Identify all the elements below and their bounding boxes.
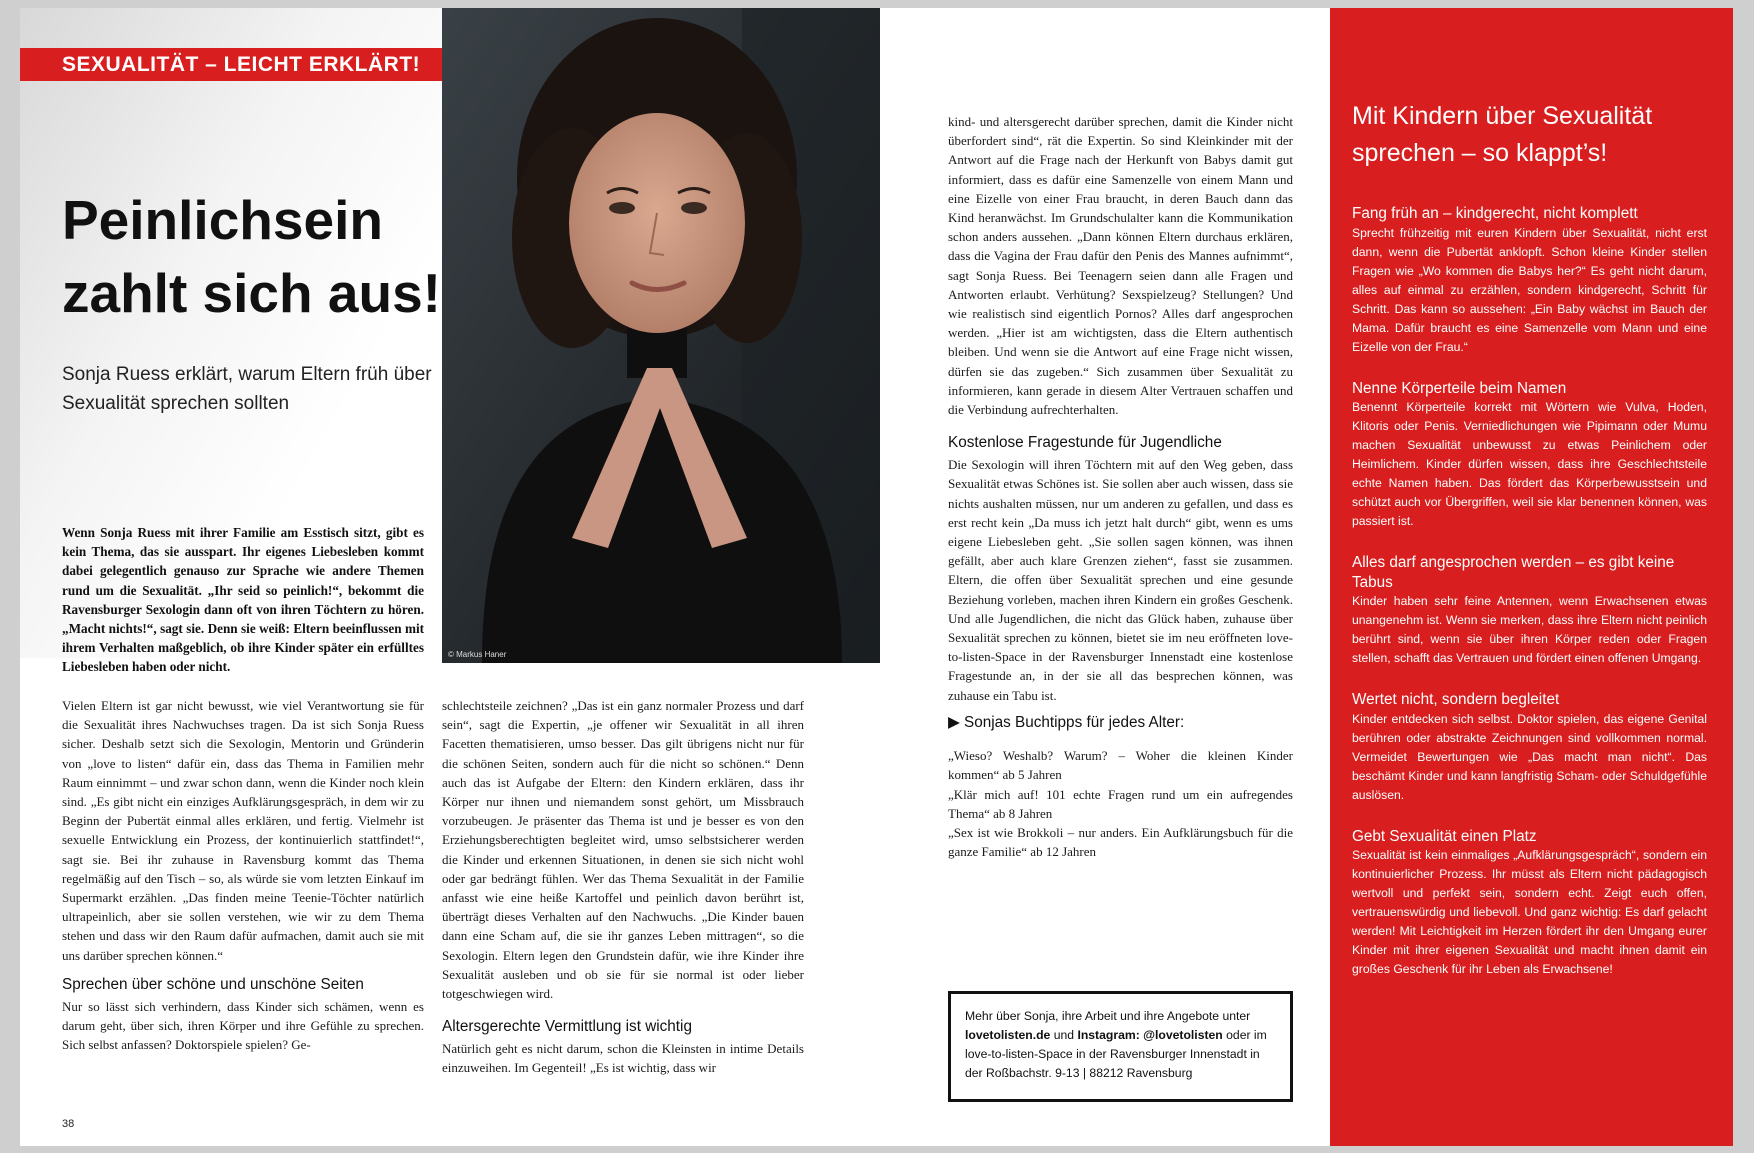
tip-item [1352,827,1707,980]
tip-item [1352,690,1707,805]
tip-text: Sexualität ist kein einmaliges „Aufklärungsgespräch“, sondern ein kontinuierlicher Prozess. Ihr müsst als Eltern nicht pädagogisch wertvoll und perfekt sein, sondern echt. Zeigt euch offen, vertrauenswürdig und liebevoll. Und ganz wichtig: Es darf gelacht werden! Mit Leichtigkeit im Herzen fördert ihr den Umgang eurer Kinder mit ihrer eigenen Sexualität und macht ihnen damit ein großes Geschenk für ihr Leben als Erwachsene! [1352,848,1707,976]
column-2-subheading: Altersgerechte Vermittlung ist wichtig [442,1018,692,1036]
tip-heading: Gebt Sexualität einen Platz [1352,827,1537,845]
column-1-subheading: Sprechen über schöne und unschöne Seiten [62,975,364,993]
tip-text: Benennt Körperteile korrekt mit Wörtern wie Vulva, Hoden, Klitoris oder Penis. Verniedlichungen wie Pipimann oder Mumu machen Sexualität unbewusst zu etwas Peinlichem oder Heimlichem. Kinder dürfen wissen, dass ihre Geschlechtsteile echte Namen haben. Das fördert das Körperbewusstsein und schützt auch vor Übergriffen, weil sie klar benennen können, was passiert ist. [1352,400,1707,528]
headline-line-1: Peinlichsein [62,189,383,251]
portrait-photo [442,8,880,663]
tip-heading: Fang früh an – kindgerecht, nicht komplett [1352,205,1638,222]
tip-item [1352,553,1707,668]
column-2-paragraph-1: schlechtsteile zeichnen? „Das ist ein ganz normaler Prozess und darf sein“, sagt die Expertin, „je offener wir Sexualität in all ihren Facetten thematisieren, umso besser. Das gilt übrigens nicht nur für die schönen Seiten, sondern auch für die nicht so schönen.“ Denn auch das ist Aufgabe der Eltern: den Kindern erklären, dass ihr Körper nur ihnen und niemandem sonst gehört, um Missbrauch vorzubeugen. Je präsenter das Thema ist und je besser es von den Erziehungsberechtigten begleitet wird, umso selbstsicherer werden die Kinder und erkennen Situationen, in denen sie sich nicht wohl oder gar bedrängt fühlen. Wer das Thema Sexualität in der Familie anfasst wie eine heiße Kartoffel und peinlich davon berührt ist, überträgt dieses Verhalten auf den Nachwuchs. „Die Kinder bauen dann eine Scham auf, die sie ihr ganzes Leben mittragen“, so die Sexologin. Eltern legen den Grundstein dafür, wie ihre Kinder ihre Sexualität ausleben und ob sie für sie normal ist oder lieber totgeschwiegen wird. [442,698,804,1002]
book-tip: „Klär mich auf! 101 echte Fragen rund um ein aufregendes Thema“ ab 8 Jahren [948,786,1293,821]
book-tips-heading: ▶ Sonjas Buchtipps für jedes Alter: [948,713,1185,731]
column-3-subheading: Kostenlose Fragestunde für Jugendliche [948,434,1222,452]
headline [62,184,462,330]
column-3-paragraph-1: kind- und altersgerecht darüber sprechen, damit die Kinder nicht überfordert sind“, rät die Expertin. So sind Kleinkinder mit der Antwort auf die Frage nach der Herkunft von Babys damit gut informiert, dass es dafür eine Samenzelle von einem Mann und eine Eizelle von einer Frau braucht, in deren Bauch dann das Kind heranwächst. Im Grundschulalter kann die Kommunikation schon anders aussehen. „Dann können Eltern durchaus erklären, dass die Vagina der Frau dafür den Penis des Mannes aufnimmt“, sagt Sonja Ruess. Bei Teenagern seien dann alle Fragen und Antworten erlaubt. Verhütung? Sexspielzeug? Stellungen? Und wie realistisch sind eigentlich Pornos? Alles darf angesprochen werden. „Hier ist am wichtigsten, dass die Eltern authentisch bleiben. Und wenn sie die Antwort auf eine Frage nicht wissen, dürfen sie das zugeben.“ Sich zusammen über Sexualität zu informieren, kann gerade in diesem Alter Vertrauen schaffen und die Verbindung aufrechterhalten. [948,114,1293,418]
column-3-paragraph-2: Die Sexologin will ihren Töchtern mit auf den Weg geben, dass Sexualität etwas Schönes ist. Sie sollen aber auch wissen, dass sie nichts aushalten müssen, nur um anderen zu gefallen, und dass es erst recht kein „Da muss ich jetzt halt durch“ gibt, wenn es ums eigene Liebesleben geht. „Sie sollen sagen können, was ihnen gefällt, aber auch klare Grenzen ziehen“, fasst sie zusammen. Eltern, die offen über Sexualität sprechen und eine gesunde Beziehung vorleben, machen ihren Kindern ein großes Geschenk. Und alle Jugendlichen, die nicht das Glück haben, zuhause über Sexualität sprechen zu können, bietet sie im neu eröffneten love-to-listen-Space in der Ravensburger Innenstadt eine kostenlose Fragestunde an, in der sie all das besprechen können, was zuhause ein Tabu ist. [948,457,1293,703]
tip-item [1352,204,1707,357]
column-1-paragraph-1: Vielen Eltern ist gar nicht bewusst, wie viel Verantwortung sie für die Sexualität ihres Nachwuchses tragen. Da ist sich Sonja Ruess sicher. Deshalb setzt sich die Sexologin, Mentorin und Gründerin von „love to listen“ dafür ein, dass das Thema in Familien mehr Raum einnimmt – und zwar schon dann, wenn die Kinder noch klein sind. „Es gibt nicht ein einziges Aufklärungsgespräch, in dem wir zu Beginn der Pubertät einmal alles erklären, und fertig. Vielmehr ist sexuelle Entwicklung ein Prozess, der kontinuierlich stattfindet!“, sagt sie. Bei ihr zuhause in Ravensburg kommt das Thema regelmäßig auf den Tisch – so, als würde sie vom letzten Einkauf im Supermarkt erzählen. „Das finden meine Teenie-Töchter natürlich ultrapeinlich, aber sie sollen verstehen, wie wir zu dem Thema stehen und dass wir den Raum dafür aufmachen, damit auch sie mit uns darüber sprechen können.“ [62,698,424,963]
article-column-3 [948,112,1293,861]
tip-text: Kinder haben sehr feine Antennen, wenn Erwachsenen etwas unangenehm ist. Wenn sie merken, dass ihre Eltern nicht peinlich berührt sind, wenn sie über ihren Körper reden oder Fragen stellen, schafft das Vertrauen und fördert einen offenen Umgang. [1352,594,1707,665]
tip-heading: Wertet nicht, sondern begleitet [1352,691,1560,708]
book-tip: „Wieso? Weshalb? Warum? – Woher die kleinen Kinder kommen“ ab 5 Jahren [948,748,1293,783]
book-tip: „Sex ist wie Brokkoli – nur anders. Ein Aufklärungsbuch für die ganze Familie“ ab 12 Jahren [948,824,1293,860]
info-text: Mehr über Sonja, ihre Arbeit und ihre Angebote unter [965,1009,1251,1023]
lead-paragraph: Wenn Sonja Ruess mit ihrer Familie am Esstisch sitzt, gibt es kein Thema, das sie ausspart. Ihr eigenes Liebesleben kommt dabei gelegentlich genauso zur Sprache wie andere Themen rund um die Sexualität. „Ihr seid so peinlich!“, bekommt die Ravensburger Sexologin dann oft von ihren Töchtern zu hören. „Macht nichts!“, sagt sie. Denn sie weiß: Eltern beeinflussen mit ihrem Verhalten maßgeblich, ob ihre Kinder später ein erfülltes Liebesleben haben oder nicht. [62,525,424,675]
website-link[interactable]: lovetolisten.de [965,1028,1051,1042]
info-box [948,991,1293,1102]
headline-line-2: zahlt sich aus! [62,262,441,324]
tip-item [1352,379,1707,532]
tip-text: Kinder entdecken sich selbst. Doktor spielen, das eigene Genital berühren oder abstrakte Zeichnungen sind vollkommen normal. Vermeidet Bewertungen wie „Das macht man nicht“. Das beschämt Kinder und kann langfristig Scham- oder Schuldgefühle auslösen. [1352,711,1707,802]
column-2-paragraph-2: Natürlich geht es nicht darum, schon die Kleinsten in intime Details einzuweihen. Im Gegenteil! „Es ist wichtig, dass wir [442,1041,804,1076]
right-page [880,8,1733,1146]
portrait-illustration [442,8,880,663]
info-text: und [1050,1028,1078,1042]
photo-credit: © Markus Haner [448,650,507,659]
info-text: oder im love-to-listen-Space in der Ravensburger Innenstadt in der Roßbachstr. 9-13 | 88212 Ravensburg [965,1028,1267,1080]
sidebar-tips [1352,204,1707,1001]
instagram-link[interactable]: Instagram: @lovetolisten [1077,1028,1223,1042]
subheadline: Sonja Ruess erklärt, warum Eltern früh über Sexualität sprechen sollten [62,364,432,414]
column-1-paragraph-2: Nur so lässt sich verhindern, dass Kinder sich schämen, wenn es darum geht, über sich, ihren Körper und ihre Gefühle zu sprechen. Sich selbst anfassen? Doktorspiele spielen? Ge- [62,998,424,1053]
tips-sidebar [1330,8,1733,1146]
tip-heading: Nenne Körperteile beim Namen [1352,379,1567,397]
left-page [20,8,880,1146]
page-number: 38 [62,1118,75,1130]
article-column-2 [442,696,804,1078]
sidebar-title: Mit Kindern über Sexualität sprechen – so klappt’s! [1352,102,1653,167]
section-banner: SEXUALITÄT – LEICHT ERKLÄRT! [20,48,465,81]
tip-text: Sprecht frühzeitig mit euren Kindern über Sexualität, nicht erst dann, wenn die Pubertät anklopft. Schon kleine Kinder stellen Fragen wie „Wo kommen die Babys her?“ Es geht nicht darum, alles auf einmal zu erzählen, sondern kindgerecht, Schritt für Schritt. Das kann so aussehen: „Ein Baby wächst im Bauch der Mama. Dafür braucht es eine Samenzelle vom Mann und eine Eizelle von der Frau.“ [1352,225,1707,354]
article-column-1 [62,696,424,1054]
tip-heading: Alles darf angesprochen werden – es gibt keine Tabus [1352,554,1675,591]
